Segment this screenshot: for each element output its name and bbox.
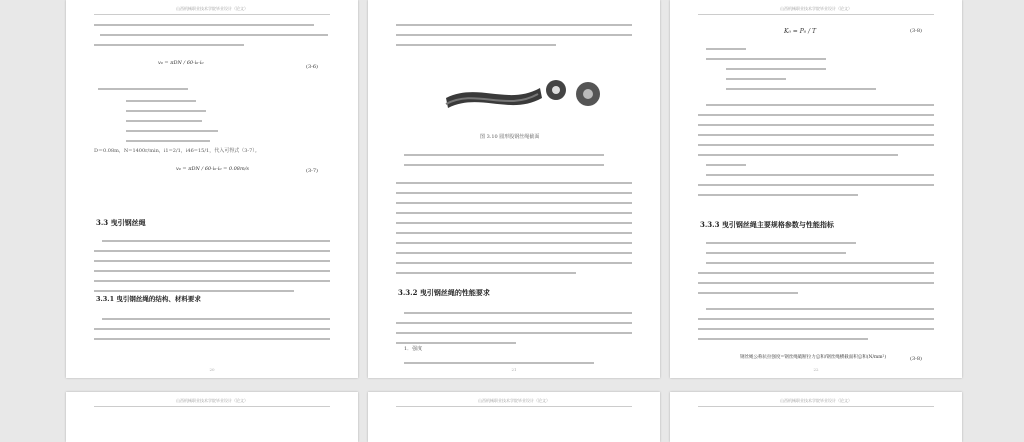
text-line [94,44,244,46]
text-line [404,154,604,156]
document-page-4 [66,392,358,442]
text-line [726,78,786,80]
text-line [396,342,516,344]
text-line [396,24,632,26]
equation-number: (3-7) [306,168,318,174]
text-line [126,100,196,102]
text-line [698,282,934,284]
text-line [94,270,330,272]
header-divider [94,14,330,15]
page-header: 山西机械职业技术学院毕业设计（论文） [780,398,852,403]
text-line [396,212,632,214]
text-line [396,202,632,204]
text-line [706,308,934,310]
text-line [726,88,876,90]
figure-caption: 图 3.10 圆形股钢丝绳截面 [480,134,540,140]
formula: v₀ = πDN / 60·i₀·i₀ [158,60,204,66]
document-page-2 [368,0,660,378]
formula: K₀ = P₀ / T [784,28,817,35]
formula: 钢丝绳公称抗拉强度=钢丝绳破断拉力总和/钢丝绳横截面积总和(N/mm²) [740,355,887,360]
text-line [698,184,934,186]
text-line [706,174,934,176]
text-line [94,250,330,252]
text-line [100,34,328,36]
text-line [698,134,934,136]
text-line [396,34,632,36]
header-divider [396,406,632,407]
text-line [396,182,632,184]
section-heading: 3.3.2 曳引钢丝绳的性能要求 [398,288,490,297]
document-page-5 [368,392,660,442]
wire-rope-figure [438,60,608,130]
text-line [94,260,330,262]
text-line [396,222,632,224]
item-title: 1．强度 [404,346,423,352]
text-line [396,262,632,264]
text-line [396,272,576,274]
text-line [726,68,826,70]
text-line [698,114,934,116]
text-line [102,240,330,242]
header-divider [698,14,934,15]
text-line [698,272,934,274]
text-line [396,192,632,194]
rope-core [552,86,560,94]
document-page-6 [670,392,962,442]
text-line [396,332,632,334]
text-line [706,48,746,50]
text-line [698,318,934,320]
section-heading: 3.3.3 曳引钢丝绳主要规格参数与性能指标 [700,220,834,229]
page-header: 山西机械职业技术学院毕业设计（论文） [478,398,550,403]
text-line [698,144,934,146]
rope-core [583,89,593,99]
text-line [396,44,556,46]
text-line [698,328,934,330]
text-line [94,280,330,282]
text-line [404,362,594,364]
text-line [126,130,218,132]
text-line [404,164,604,166]
text-line [98,88,188,90]
header-divider [698,406,934,407]
text-line [126,140,210,142]
text-line [698,124,934,126]
page-number: 21 [511,367,517,372]
text-line [396,232,632,234]
text-line [94,290,294,292]
text-line [396,252,632,254]
text-line [698,154,898,156]
text-line [396,242,632,244]
page-header: 山西机械职业技术学院毕业设计（论文） [176,398,248,403]
rope-strand-a [446,88,542,108]
text-line [698,194,858,196]
text-line [94,328,330,330]
text-line [706,252,846,254]
page-header: 山西机械职业技术学院毕业设计（论文） [780,6,852,11]
formula: v₀ = πDN / 60·i₀·i₀ = 0.08m/s [176,166,249,172]
equation-number: (3-8) [910,356,922,362]
text-line [706,164,746,166]
text-line [698,292,798,294]
text-line [126,120,202,122]
text-line [396,322,632,324]
document-page-3 [670,0,962,378]
page-number: 20 [209,367,215,372]
page-header: 山西机械职业技术学院毕业设计（论文） [176,6,248,11]
text-line [706,242,856,244]
text-line [706,262,934,264]
text-line [698,338,868,340]
equation-number: (3-6) [306,64,318,70]
equation-number: (3-8) [910,28,922,34]
subsection-heading: 3.3.1 曳引钢丝绳的结构、材料要求 [96,295,201,303]
text-line [706,58,826,60]
header-divider [94,406,330,407]
text-line [126,110,206,112]
text-line [404,312,632,314]
text-line [94,24,314,26]
document-page-1 [66,0,358,378]
calculation-text: D＝0.08m，N=1400r/min，i1=2/1，i46=15/1，代入可得式（3-7）。 [94,148,260,154]
text-line [102,318,330,320]
text-line [94,338,330,340]
page-number: 22 [813,367,819,372]
section-heading: 3.3 曳引钢丝绳 [96,218,146,227]
text-line [706,104,934,106]
